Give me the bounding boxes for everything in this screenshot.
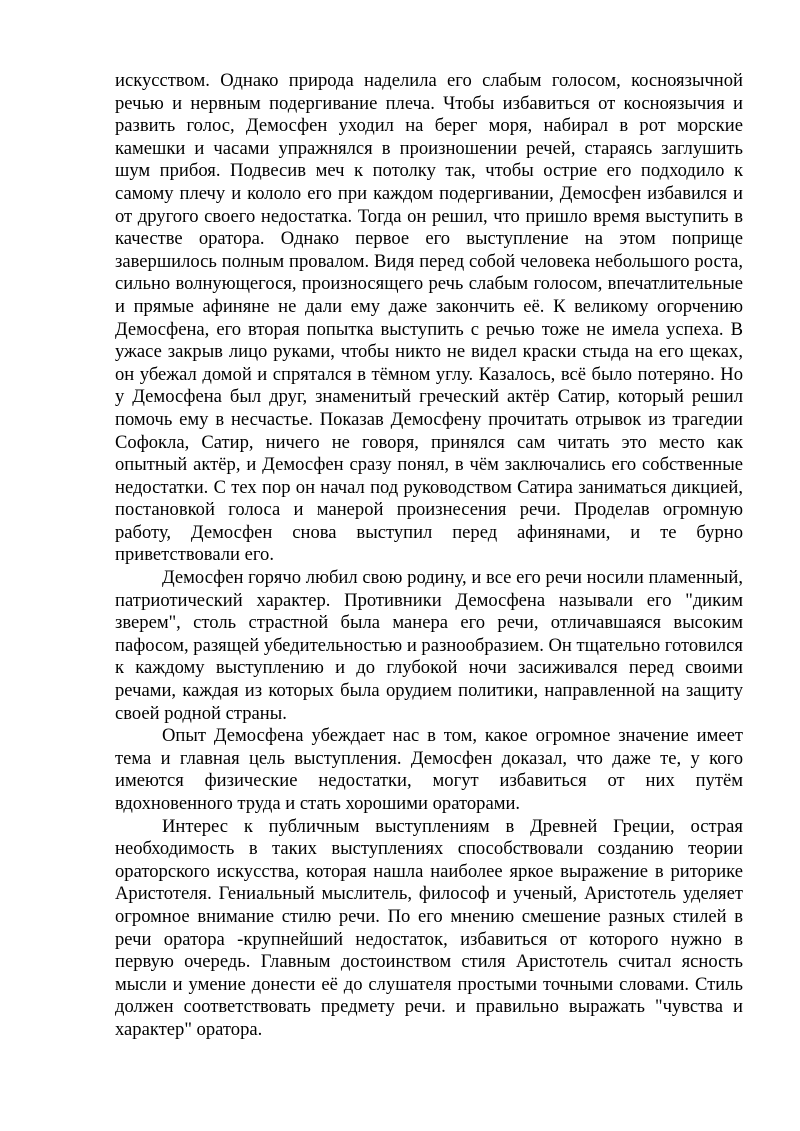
document-page	[115, 70, 743, 1042]
paragraph-patriotism: Демосфен горячо любил свою родину, и все его речи носили пламенный, патриотический характер. Противники Демосфена называли его "диким зверем", столь страстной была манера его речи, отличавшаяся высоким пафосом, разящей убедительностью и разнообразием. Он тщательно готовился к каждому выступлению и до глубокой ночи засиживался перед своими речами, каждая из которых была орудием политики, направленной на защиту своей родной страны.	[115, 567, 743, 724]
paragraph-continuation: искусством. Однако природа наделила его слабым голосом, косноязычной речью и нервным подергивание плеча. Чтобы избавиться от косноязычия и развить голос, Демосфен уходил на берег моря, набирал в рот морские камешки и часами упражнялся в произношении речей, стараясь заглушить шум прибоя. Подвесив меч к потолку так, чтобы острие его подходило к самому плечу и кололо его при каждом подергивании, Демосфен избавился и от другого своего недостатка. Тогда он решил, что пришло время выступить в качестве оратора. Однако первое его выступление на этом поприще завершилось полным провалом. Видя перед собой человека небольшого роста, сильно волнующегося, произносящего речь слабым голосом, впечатлительные и прямые афиняне не дали ему даже закончить её. К великому огорчению Демосфена, его вторая попытка выступить с речью тоже не имела успеха. В ужасе закрыв лицо руками, чтобы никто не видел краски стыда на его щеках, он убежал домой и спрятался в тёмном углу. Казалось, всё было потеряно. Но у Демосфена был друг, знаменитый греческий актёр Сатир, который решил помочь ему в несчастье. Показав Демосфену прочитать отрывок из трагедии Софокла, Сатир, ничего не говоря, принялся сам читать это место как опытный актёр, и Демосфен сразу понял, в чём заключались его собственные недостатки. С тех пор он начал под руководством Сатира заниматься дикцией, постановкой голоса и манерой произнесения речи. Проделав огромную работу, Демосфен снова выступил перед афинянами, и те бурно приветствовали его.	[115, 70, 743, 566]
paragraph-aristotle: Интерес к публичным выступлениям в Древней Греции, острая необходимость в таких выступлениях способствовали созданию теории ораторского искусства, которая нашла наиболее яркое выражение в риторике Аристотеля. Гениальный мыслитель, философ и ученый, Аристотель уделяет огромное внимание стилю речи. По его мнению смешение разных стилей в речи оратора -крупнейший недостаток, избавиться от которого нужно в первую очередь. Главным достоинством стиля Аристотель считал ясность мысли и умение донести её до слушателя простыми точными словами. Стиль должен соответствовать предмету речи. и правильно выражать "чувства и характер" оратора.	[115, 815, 743, 1040]
paragraph-lesson: Опыт Демосфена убеждает нас в том, какое огромное значение имеет тема и главная цель выступления. Демосфен доказал, что даже те, у кого имеются физические недостатки, могут избавиться от них путём вдохновенного труда и стать хорошими ораторами.	[115, 725, 743, 814]
